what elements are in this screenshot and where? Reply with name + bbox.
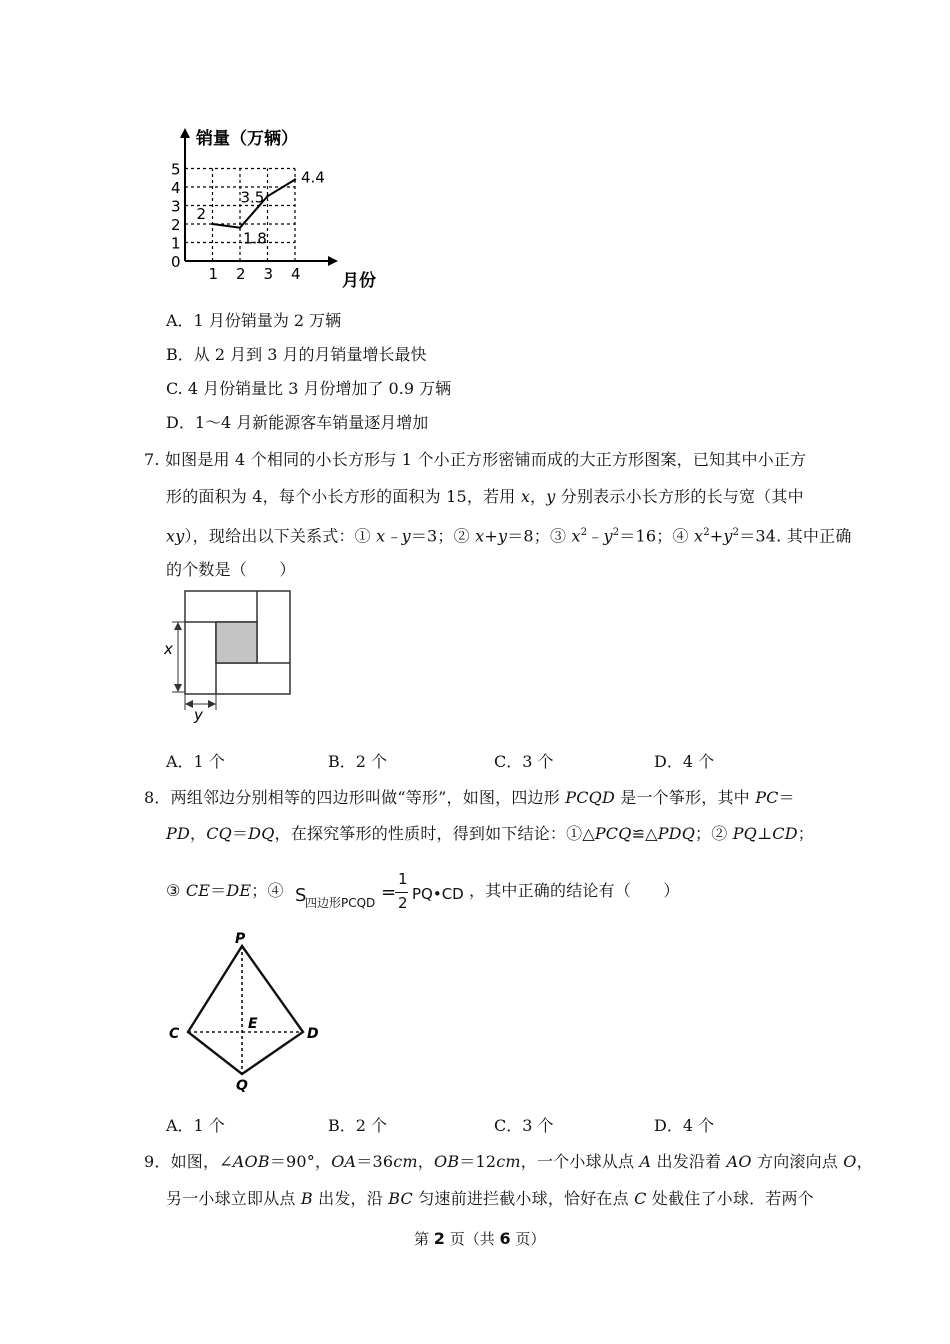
point-c-label: C: [169, 1026, 180, 1042]
q8-text-line1: 8．两组邻边分别相等的四边形叫做“等形”，如图，四边形 PCQD 是一个筝形，其中 PC＝: [144, 788, 795, 807]
inner-gray-square: [216, 622, 257, 663]
q6-option-b: B．从 2 月到 3 月的月销量增长最快: [166, 345, 427, 364]
q8-text-line2: PD，CQ＝DQ，在探究筝形的性质时，得到如下结论：①△PCQ≌△PDQ；② PQ⊥CD；: [166, 824, 814, 843]
q8-text-line3: ③ CE＝DE；④: [166, 881, 284, 900]
sales-line-chart: [160, 124, 400, 299]
q7-option-b: B．2 个: [328, 752, 388, 771]
x-tick-labels: [209, 265, 301, 283]
q7-text-line4: 的个数是（ ）: [166, 560, 296, 579]
data-label: 2: [196, 205, 207, 223]
point-d-label: D: [307, 1026, 319, 1042]
x-tick-label: 2: [236, 265, 246, 283]
y-tick-label: 2: [171, 216, 181, 234]
y-tick-label: 0: [171, 253, 181, 271]
x-tick-label: 4: [291, 265, 301, 283]
page-footer: 第 2 页（共 6 页）: [414, 1229, 546, 1248]
q7-text-line2: 形的面积为 4，每个小长方形的面积为 15，若用 x，y 分别表示小长方形的长与宽（其中: [166, 487, 804, 506]
point-q-label: Q: [236, 1078, 248, 1094]
q8-option-b: B．2 个: [328, 1116, 388, 1135]
page-number: 2: [433, 1229, 445, 1248]
q7-option-d: D．4 个: [654, 752, 715, 771]
y-tick-label: 1: [171, 234, 181, 253]
q8-kite-figure: [160, 928, 330, 1096]
y-tick-label: 4: [171, 179, 181, 197]
data-label: 3.5: [240, 188, 265, 207]
y-tick-labels: [171, 161, 181, 272]
q8-option-d: D．4 个: [654, 1116, 715, 1135]
y-label: y: [194, 706, 203, 723]
q8-option-c: C．3 个: [494, 1116, 554, 1135]
x-axis-title: 月份: [342, 271, 376, 291]
point-e-label: E: [248, 1016, 258, 1032]
x-tick-label: 3: [263, 265, 274, 283]
q6-option-a: A．1 月份销量为 2 万辆: [166, 311, 342, 330]
point-p-label: P: [235, 931, 246, 947]
q7-option-a: A．1 个: [166, 752, 225, 771]
q7-text-line1: 7. 如图是用 4 个相同的小长方形与 1 个小正方形密铺而成的大正方形图案，已知其中小正方: [144, 450, 807, 469]
chart-data-labels: [197, 169, 325, 248]
data-point: [239, 227, 241, 229]
y-axis-arrow: [180, 128, 190, 138]
data-point: [211, 223, 213, 225]
x-tick-label: 1: [208, 265, 219, 283]
data-label: 1.8: [243, 229, 267, 248]
y-tick-label: 3: [171, 197, 181, 216]
data-point: [266, 195, 268, 197]
q6-option-c: C. 4 月份销量比 3 月份增加了 0.9 万辆: [166, 379, 452, 398]
data-label: 4.4: [301, 168, 325, 187]
q7-square-figure: [160, 588, 300, 723]
kite-outline: [188, 946, 303, 1074]
q9-text-line1: 9．如图，∠AOB＝90°，OA＝36cm，OB＝12cm，一个小球从点 A 出发沿着 AO 方向滚向点 O，: [144, 1152, 873, 1171]
q8-text-line3-end: ，其中正确的结论有（ ）: [469, 881, 680, 900]
x-axis-arrow: [328, 256, 338, 266]
q7-text-line3: xy），现给出以下关系式：① x﹣y＝3；② x+y＝8；③ $x^2﹣y^2=16$；④ $x^2+y^2=34$. 其中正确: [166, 526, 852, 546]
y-axis-title: 销量（万辆）: [196, 129, 298, 149]
q7-option-c: C．3 个: [494, 752, 554, 771]
data-point: [294, 178, 296, 180]
y-tick-label: 5: [171, 160, 181, 179]
q6-option-d: D．1～4 月新能源客车销量逐月增加: [166, 413, 429, 432]
q9-text-line2: 另一小球立即从点 B 出发，沿 BC 匀速前进拦截小球，恰好在点 C 处截住了小球．若两个: [166, 1189, 814, 1208]
x-label: x: [164, 640, 173, 658]
total-pages: 6: [499, 1229, 511, 1248]
q8-option-a: A．1 个: [166, 1116, 225, 1135]
